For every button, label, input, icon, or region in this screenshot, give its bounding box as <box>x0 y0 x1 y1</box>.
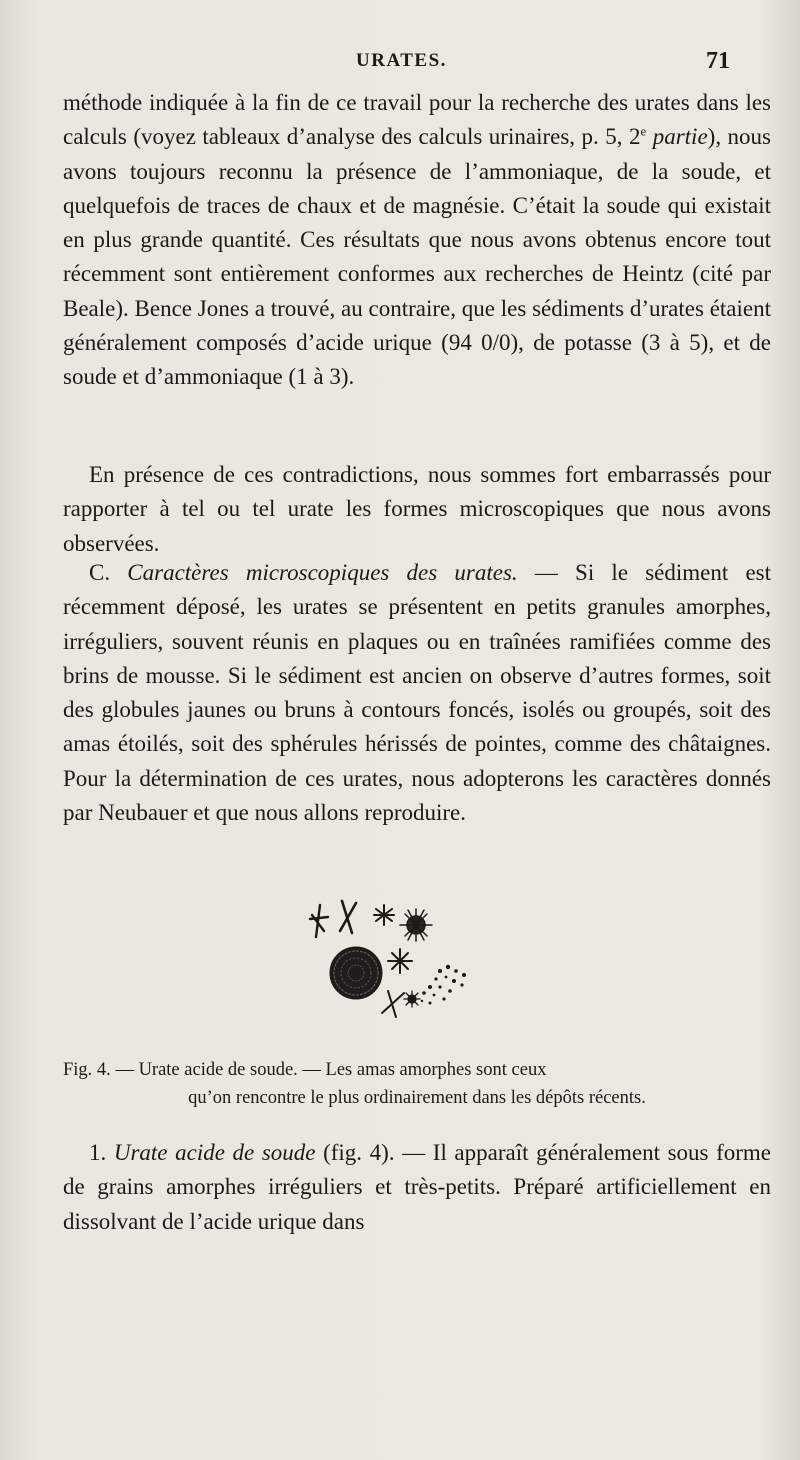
superscript-e: e <box>640 123 647 139</box>
subsection-heading: Urate acide de soude <box>113 1140 316 1165</box>
crossed-needle-crystal <box>340 901 356 933</box>
subsection-number: 1. <box>89 1140 107 1165</box>
paragraph-1-text-a: méthode indiquée à la fin de ce travail pour la recherche des urates dans les calculs (voyez tableaux d’analyse des calculs urinaires, p. 5, 2 <box>63 90 771 150</box>
urate-crystals-drawing <box>300 895 510 1025</box>
page-header <box>0 48 800 78</box>
paragraph-2 <box>63 458 771 561</box>
figure-caption-line-1: — Urate acide de soude. — Les amas amorphes sont ceux <box>110 1060 547 1080</box>
paragraph-3 <box>63 556 771 830</box>
paragraph-3-text: — Si le sédiment est récemment déposé, les urates se présentent en petits granules amorphes, irréguliers, souvent réunis en plaques ou en traînées ramifiées comme des brins de mousse. Si le sédiment est ancien on observe d’autres formes, soit des globules jaunes ou bruns à contours foncés, isolés ou groupés, soit des amas étoilés, soit des sphérules hérissés de pointes, comme des châtaignes. Pour la détermination de ces urates, nous adopterons les caractères donnés par Neubauer et que nous allons reproduire. <box>63 560 772 826</box>
small-spiky-crystal <box>404 991 420 1007</box>
spiky-sphere-crystal <box>400 909 432 941</box>
figure-4-illustration <box>300 895 510 1025</box>
figure-reference: (fig. 4). <box>315 1140 395 1165</box>
paragraph-1 <box>63 86 771 395</box>
paragraph-2-text: En présence de ces contradictions, nous sommes fort embarrassés pour rapporter à tel ou tel urate les formes microscopiques que nous avons observées. <box>63 462 771 556</box>
figure-caption <box>63 1056 771 1112</box>
section-label: C. <box>89 560 111 585</box>
dark-globule-crystal <box>330 947 382 999</box>
amorphous-granules <box>421 965 466 1005</box>
small-star-crystal <box>374 905 394 925</box>
page-number: 71 <box>706 48 730 74</box>
italic-partie: partie <box>652 124 708 150</box>
running-title: URATES. <box>356 50 447 71</box>
crossed-needle-crystal <box>310 905 328 937</box>
paragraph-1-text-b: ), nous avons toujours reconnu la présence de l’ammoniaque, de la soude, et quelquefois de traces de chaux et de magnésie. C’était la soude qui existait en plus grande quantité. Ces résultats que nous avons obtenus encore tout récemment sont entièrement conformes aux recherches de Heintz (cité par Beale). Bence Jones a trouvé, au contraire, que les sédiments d’urates étaient généralement composés d’acide urique (94 0/0), de potasse (3 à 5), et de soude et d’ammoniaque (1 à 3). <box>63 124 772 390</box>
cross-needle-crystal <box>382 991 404 1017</box>
mid-star-crystal <box>388 949 412 973</box>
figure-caption-line-2: qu’on rencontre le plus ordinairement dans les dépôts récents. <box>188 1088 646 1108</box>
paragraph-4-text: — Il apparaît généralement sous forme de grains amorphes irréguliers et très-petits. Préparé artificiellement en dissolvant de l’acide urique dans <box>63 1140 771 1234</box>
section-heading: Caractères microscopiques des urates. <box>127 560 518 585</box>
paragraph-4 <box>63 1136 771 1239</box>
figure-label: Fig. 4. <box>63 1060 111 1080</box>
